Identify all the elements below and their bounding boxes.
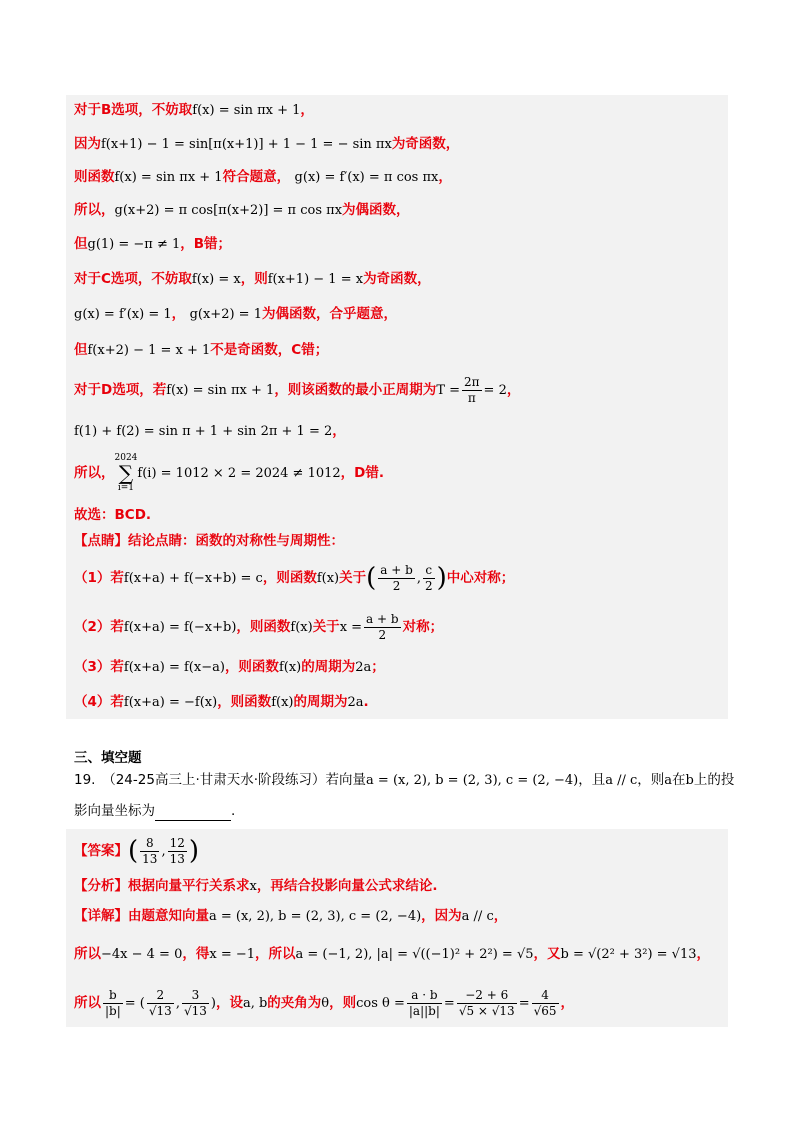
- tip-3: （3）若f(x+a) = f(x−a)，则函数f(x)的周期为2a；: [74, 659, 385, 675]
- line-c2: g(x) = f′(x) = 1， g(x+2) = 1为偶函数，合乎题意，: [74, 306, 397, 322]
- line-d1: 对于D选项，若f(x) = sin πx + 1，则该函数的最小正周期为T = $\frac{2\pi}{\pi}$ = 2，: [74, 374, 521, 405]
- line-tip: 【点睛】结论点睛：函数的对称性与周期性：: [74, 533, 344, 549]
- center-y-fraction: $\frac{c}{2}$: [424, 562, 433, 593]
- axis-fraction: $\frac{a + b}{2}$: [366, 611, 399, 642]
- answer-line: 【答案】( $\frac{8}{13}$ , $\frac{12}{13}$ ): [74, 835, 200, 866]
- answer-fraction-x: $\frac{8}{13}$: [142, 835, 158, 866]
- analysis-line: 【分析】根据向量平行关系求x，再结合投影向量公式求结论.: [74, 878, 438, 894]
- line-c1: 对于C选项，不妨取f(x) = x，则f(x+1) − 1 = x为奇函数，: [74, 271, 431, 287]
- detail-line-2: 所以−4x − 4 = 0，得x = −1，所以a = (−1, 2), |a| = √((−1)² + 2²) = √5，又b = √(2² + 3²) = √13，: [74, 946, 711, 962]
- cos-fraction-1: $\frac{a \cdot b}{|a||b|}$: [408, 987, 440, 1018]
- detail-line-3: 所以 $\frac{b}{|b|}$ = ( $\frac{2}{√13}$ , $\frac{3}{√13}$ )，设a, b的夹角为θ，则cos θ = $\frac{a \cdot b}{|a||b|}$ = $\frac{-2 + 6}{√5 \times √13}$ = $\frac{4}{√65}$ ，: [74, 987, 575, 1018]
- question-19-line-2: 影向量坐标为 .: [74, 803, 236, 819]
- line-b2: 因为f(x+1) − 1 = sin[π(x+1)] + 1 − 1 = − sin πx为奇函数，: [74, 136, 460, 152]
- period-fraction: $\frac{2\pi}{\pi}$: [464, 374, 480, 405]
- line-answer: 故选：BCD.: [74, 507, 152, 523]
- summation-symbol: 2024 ∑ i=1: [114, 453, 138, 493]
- question-19-line-1: 19. （24-25高三上·甘肃天水·阶段练习）若向量a = (x, 2), b = (2, 3), c = (2, −4)，且a // c，则a在b上的投: [74, 772, 735, 788]
- answer-blank: [155, 806, 231, 821]
- line-b5: 但g(1) = −π ≠ 1，B错；: [74, 236, 232, 252]
- section-heading: 三、填空题: [74, 750, 142, 766]
- cos-fraction-2: $\frac{-2 + 6}{√5 \times √13}$: [458, 987, 515, 1018]
- tip-4: （4）若f(x+a) = −f(x)，则函数f(x)的周期为2a.: [74, 694, 369, 710]
- tip-1: （1）若f(x+a) + f(−x+b) = c，则函数f(x)关于( $\frac{a + b}{2}$ , $\frac{c}{2}$ )中心对称；: [74, 562, 515, 593]
- line-c3: 但f(x+2) − 1 = x + 1不是奇函数，C错；: [74, 342, 329, 358]
- answer-fraction-y: $\frac{12}{13}$: [169, 835, 185, 866]
- line-d3: 所以， 2024 ∑ i=1 f(i) = 1012 × 2 = 2024 ≠ 1012，D错.: [74, 453, 385, 493]
- line-b1: 对于B选项，不妨取f(x) = sin πx + 1，: [74, 102, 314, 118]
- line-b3: 则函数f(x) = sin πx + 1符合题意， g(x) = f′(x) = π cos πx，: [74, 169, 452, 185]
- unit-y-fraction: $\frac{3}{√13}$: [183, 987, 207, 1018]
- tip-2: （2）若f(x+a) = f(−x+b)，则函数f(x)关于x = $\frac{a + b}{2}$ 对称；: [74, 611, 444, 642]
- cos-fraction-3: $\frac{4}{√65}$: [533, 987, 557, 1018]
- unit-x-fraction: $\frac{2}{√13}$: [148, 987, 172, 1018]
- line-d2: f(1) + f(2) = sin π + 1 + sin 2π + 1 = 2，: [74, 423, 346, 439]
- unit-vector-fraction: $\frac{b}{|b|}$: [105, 987, 121, 1018]
- line-b4: 所以，g(x+2) = π cos[π(x+2)] = π cos πx为偶函数，: [74, 202, 410, 218]
- center-x-fraction: $\frac{a + b}{2}$: [380, 562, 413, 593]
- detail-line-1: 【详解】由题意知向量a = (x, 2), b = (2, 3), c = (2, −4)，因为a // c，: [74, 908, 508, 924]
